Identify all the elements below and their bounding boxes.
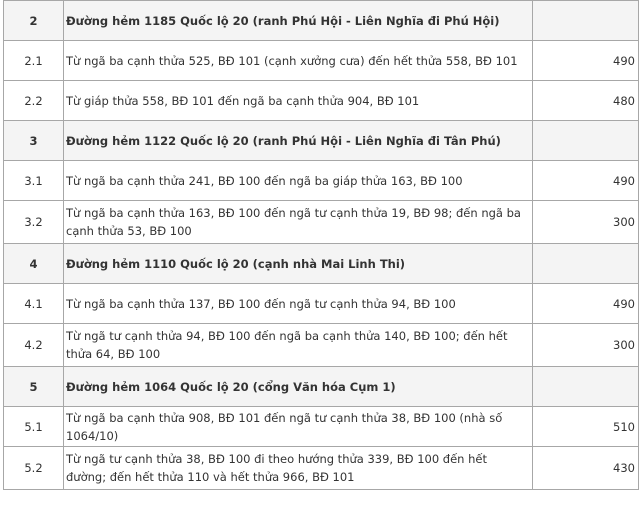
row-price: 490	[533, 284, 639, 324]
row-price	[533, 244, 639, 284]
row-price: 510	[533, 407, 639, 447]
table-row	[4, 407, 639, 447]
row-number: 4	[4, 244, 64, 284]
row-description: Đường hẻm 1122 Quốc lộ 20 (ranh Phú Hội - Liên Nghĩa đi Tân Phú)	[64, 121, 533, 161]
table-row	[4, 447, 639, 490]
row-number: 5.2	[4, 447, 64, 490]
table-row	[4, 284, 639, 324]
table-row	[4, 201, 639, 244]
table-row	[4, 41, 639, 81]
row-description: Từ ngã tư cạnh thửa 94, BĐ 100 đến ngã ba cạnh thửa 140, BĐ 100; đến hết thửa 64, BĐ 100	[64, 324, 533, 367]
row-number: 2	[4, 1, 64, 41]
row-description: Từ giáp thửa 558, BĐ 101 đến ngã ba cạnh thửa 904, BĐ 101	[64, 81, 533, 121]
row-price: 430	[533, 447, 639, 490]
row-number: 2.1	[4, 41, 64, 81]
row-number: 3.2	[4, 201, 64, 244]
row-number: 4.2	[4, 324, 64, 367]
row-number: 4.1	[4, 284, 64, 324]
row-description: Từ ngã ba cạnh thửa 163, BĐ 100 đến ngã tư cạnh thửa 19, BĐ 98; đến ngã ba cạnh thửa 53, BĐ 100	[64, 201, 533, 244]
row-number: 3	[4, 121, 64, 161]
row-description: Từ ngã ba cạnh thửa 137, BĐ 100 đến ngã tư cạnh thửa 94, BĐ 100	[64, 284, 533, 324]
row-price: 300	[533, 201, 639, 244]
row-description: Đường hẻm 1185 Quốc lộ 20 (ranh Phú Hội - Liên Nghĩa đi Phú Hội)	[64, 1, 533, 41]
row-description: Từ ngã ba cạnh thửa 908, BĐ 101 đến ngã tư cạnh thửa 38, BĐ 100 (nhà số 1064/10)	[64, 407, 533, 447]
row-number: 5.1	[4, 407, 64, 447]
row-description: Từ ngã ba cạnh thửa 525, BĐ 101 (cạnh xưởng cưa) đến hết thửa 558, BĐ 101	[64, 41, 533, 81]
row-description: Từ ngã tư cạnh thửa 38, BĐ 100 đi theo hướng thửa 339, BĐ 100 đến hết đường; đến hết thửa 110 và hết thửa 966, BĐ 101	[64, 447, 533, 490]
price-table	[3, 0, 639, 490]
table-row	[4, 244, 639, 284]
row-price: 480	[533, 81, 639, 121]
row-number: 3.1	[4, 161, 64, 201]
row-price	[533, 1, 639, 41]
row-number: 2.2	[4, 81, 64, 121]
row-number: 5	[4, 367, 64, 407]
table-row	[4, 121, 639, 161]
row-price	[533, 367, 639, 407]
table-row	[4, 161, 639, 201]
row-price: 490	[533, 41, 639, 81]
row-description: Từ ngã ba cạnh thửa 241, BĐ 100 đến ngã ba giáp thửa 163, BĐ 100	[64, 161, 533, 201]
row-price: 490	[533, 161, 639, 201]
table-row	[4, 367, 639, 407]
row-description: Đường hẻm 1064 Quốc lộ 20 (cổng Văn hóa Cụm 1)	[64, 367, 533, 407]
row-price	[533, 121, 639, 161]
table-row	[4, 1, 639, 41]
row-description: Đường hẻm 1110 Quốc lộ 20 (cạnh nhà Mai Linh Thi)	[64, 244, 533, 284]
table-row	[4, 324, 639, 367]
table-row	[4, 81, 639, 121]
row-price: 300	[533, 324, 639, 367]
